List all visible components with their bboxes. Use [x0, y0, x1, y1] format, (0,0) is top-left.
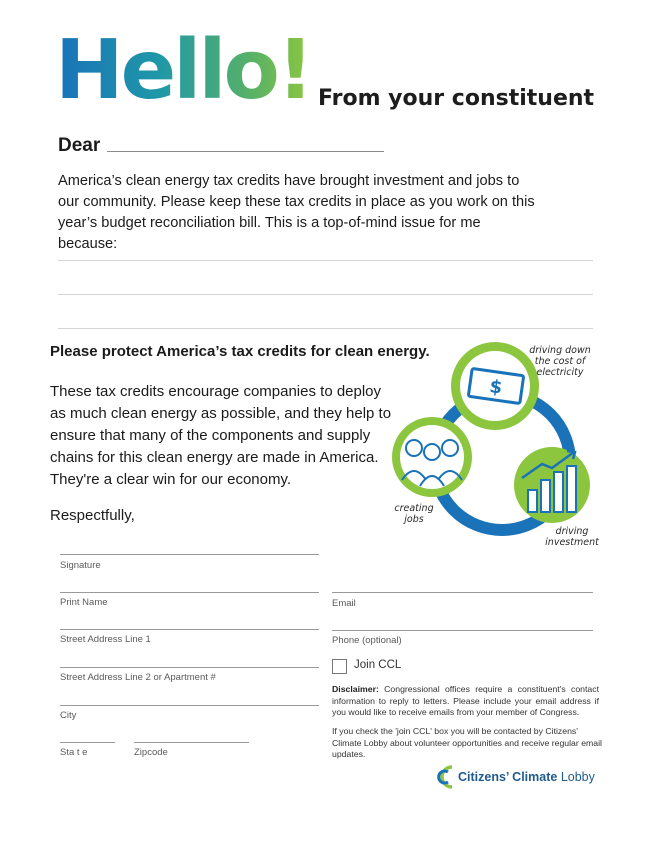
- print-name-label: Print Name: [60, 597, 108, 608]
- street2-field[interactable]: [60, 667, 319, 668]
- reason-line-1[interactable]: [58, 260, 593, 261]
- people-icon: [392, 417, 472, 497]
- phone-label: Phone (optional): [332, 635, 402, 646]
- recipient-name-field[interactable]: [107, 151, 384, 152]
- email-label: Email: [332, 598, 356, 609]
- page-subtitle: From your constituent: [318, 86, 595, 111]
- city-field[interactable]: [60, 705, 319, 706]
- zipcode-label: Zipcode: [134, 747, 168, 758]
- join-note: If you check the 'join CCL' box you will be contacted by Citizens' Climate Lobby about volunteer opportunities and receive regular email updates.: [332, 726, 602, 759]
- svg-text:$: $: [488, 376, 504, 399]
- disclaimer-label: Disclaimer:: [332, 684, 379, 694]
- label-jobs: creating jobs: [394, 503, 434, 525]
- state-label: Sta t e: [60, 747, 88, 758]
- print-name-field[interactable]: [60, 592, 319, 593]
- zipcode-field[interactable]: [134, 742, 249, 743]
- signature-label: Signature: [60, 560, 101, 571]
- email-field[interactable]: [332, 592, 593, 593]
- ccl-logo-text: [458, 770, 595, 784]
- section-body: These tax credits encourage companies to deploy as much clean energy as possible, and they help to ensure that many of the components and supply chains for this clean energy are made in America. They're a clear win for our economy.: [50, 383, 392, 488]
- reason-line-2[interactable]: [58, 294, 593, 295]
- join-ccl-label: Join CCL: [354, 659, 402, 671]
- label-investment: driving investment: [545, 526, 599, 548]
- city-label: City: [60, 710, 77, 721]
- street1-field[interactable]: [60, 629, 319, 630]
- hello-heading: Hello!: [55, 23, 312, 118]
- closing-text: Respectfully,: [50, 507, 135, 524]
- state-field[interactable]: [60, 742, 115, 743]
- dear-label: Dear: [58, 135, 101, 156]
- phone-field[interactable]: [332, 630, 593, 631]
- section-heading: Please protect America’s tax credits for clean energy.: [50, 343, 430, 360]
- reason-line-3[interactable]: [58, 328, 593, 329]
- bar-chart-icon: [514, 447, 590, 523]
- join-ccl-checkbox[interactable]: [332, 659, 347, 674]
- disclaimer: [332, 684, 599, 719]
- street2-label: Street Address Line 2 or Apartment #: [60, 672, 216, 683]
- intro-paragraph: America’s clean energy tax credits have brought investment and jobs to our community. Please keep these tax credits in place as you work on this year’s budget reconciliation bill. This is a top-of-mind issue for me because:: [58, 173, 535, 252]
- signature-field[interactable]: [60, 554, 319, 555]
- logo-bold: Citizens’ Climate: [458, 770, 558, 784]
- street1-label: Street Address Line 1: [60, 634, 151, 645]
- disclaimer-text: Congressional offices require a constituent's contact information to reply to letters. Please include your email address if you would like to receive emails from your member of Congress.: [332, 684, 599, 717]
- ccl-logo-icon: [434, 764, 458, 790]
- logo-regular: Lobby: [557, 770, 595, 784]
- label-electricity: driving down the cost of electricity: [529, 345, 591, 378]
